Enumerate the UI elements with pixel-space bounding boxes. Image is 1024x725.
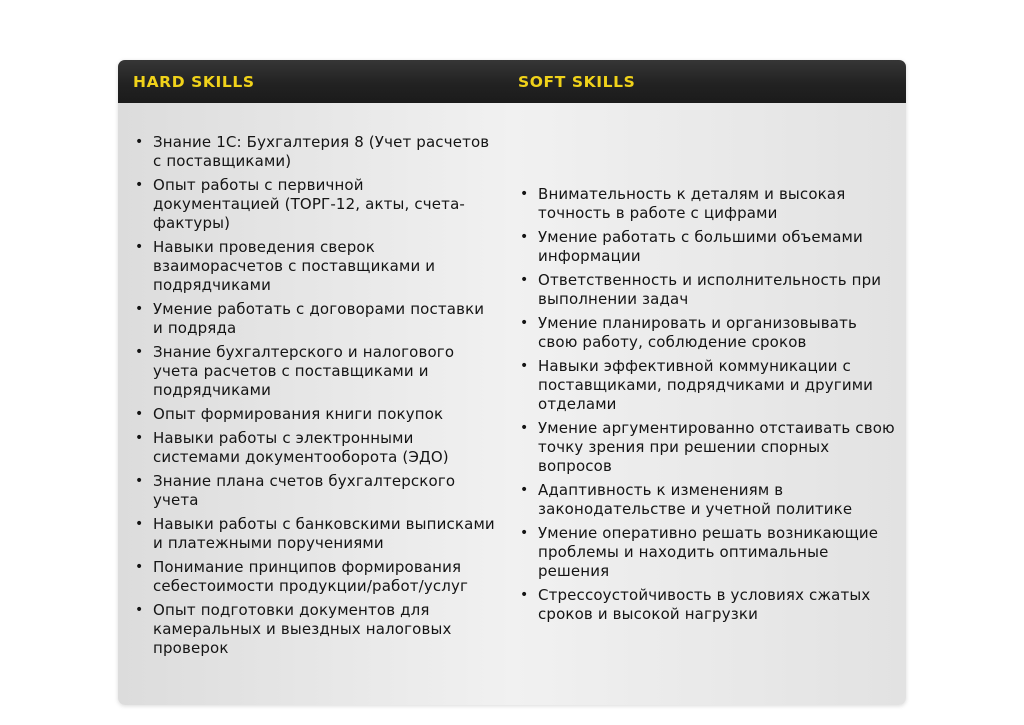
- hard-skill-item: [135, 472, 495, 510]
- skill-text: Ответственность и исполнительность при выполнении задач: [538, 271, 882, 308]
- hard-skill-item: [135, 429, 495, 467]
- soft-skill-item: [520, 481, 900, 519]
- skill-text: Понимание принципов формирования себестоимости продукции/работ/услуг: [153, 558, 469, 595]
- hard-skill-item: [135, 176, 495, 233]
- soft-skill-item: [520, 419, 900, 476]
- skill-text: Адаптивность к изменениям в законодательстве и учетной политике: [538, 481, 853, 518]
- skill-text: Навыки проведения сверок взаиморасчетов с поставщиками и подрядчиками: [153, 238, 436, 294]
- bullet-dot-icon: •: [135, 301, 144, 317]
- hard-skill-item: [135, 405, 495, 424]
- hard-skill-item: [135, 515, 495, 553]
- hard-skill-item: [135, 133, 495, 171]
- soft-skills-title: SOFT SKILLS: [518, 73, 636, 91]
- skill-text: Умение аргументированно отстаивать свою точку зрения при решении спорных вопросов: [538, 419, 895, 475]
- bullet-dot-icon: •: [135, 344, 144, 360]
- bullet-dot-icon: •: [520, 272, 529, 288]
- skill-text: Навыки эффективной коммуникации с поставщиками, подрядчиками и другими отделами: [538, 357, 874, 413]
- bullet-dot-icon: •: [520, 229, 529, 245]
- skills-table: [118, 60, 906, 705]
- bullet-dot-icon: •: [135, 516, 144, 532]
- soft-skills-list: [520, 185, 900, 629]
- bullet-dot-icon: •: [135, 134, 144, 150]
- bullet-dot-icon: •: [520, 420, 529, 436]
- bullet-dot-icon: •: [520, 315, 529, 331]
- bullet-dot-icon: •: [135, 559, 144, 575]
- bullet-dot-icon: •: [520, 358, 529, 374]
- table-header: [118, 60, 906, 103]
- soft-skill-item: [520, 271, 900, 309]
- hard-skills-list: [135, 133, 495, 663]
- bullet-dot-icon: •: [520, 186, 529, 202]
- skill-text: Умение работать с договорами поставки и подряда: [153, 300, 485, 337]
- skill-text: Умение планировать и организовывать свою работу, соблюдение сроков: [538, 314, 857, 351]
- skill-text: Знание бухгалтерского и налогового учета расчетов с поставщиками и подрядчиками: [153, 343, 455, 399]
- bullet-dot-icon: •: [135, 239, 144, 255]
- hard-skill-item: [135, 601, 495, 658]
- bullet-dot-icon: •: [520, 587, 529, 603]
- hard-skill-item: [135, 238, 495, 295]
- hard-skill-item: [135, 343, 495, 400]
- skill-text: Внимательность к деталям и высокая точность в работе с цифрами: [538, 185, 846, 222]
- soft-skill-item: [520, 228, 900, 266]
- soft-skill-item: [520, 314, 900, 352]
- skill-text: Опыт работы с первичной документацией (ТОРГ-12, акты, счета-фактуры): [153, 176, 465, 232]
- skill-text: Опыт подготовки документов для камеральных и выездных налоговых проверок: [153, 601, 452, 657]
- hard-skills-title: HARD SKILLS: [133, 73, 255, 91]
- bullet-dot-icon: •: [135, 430, 144, 446]
- bullet-dot-icon: •: [135, 177, 144, 193]
- hard-skill-item: [135, 300, 495, 338]
- bullet-dot-icon: •: [135, 602, 144, 618]
- bullet-dot-icon: •: [135, 406, 144, 422]
- soft-skill-item: [520, 357, 900, 414]
- soft-skill-item: [520, 185, 900, 223]
- skill-text: Опыт формирования книги покупок: [153, 405, 444, 423]
- hard-skill-item: [135, 558, 495, 596]
- skill-text: Умение работать с большими объемами информации: [538, 228, 863, 265]
- soft-skill-item: [520, 586, 900, 624]
- skill-text: Навыки работы с банковскими выписками и платежными поручениями: [153, 515, 495, 552]
- bullet-dot-icon: •: [520, 482, 529, 498]
- bullet-dot-icon: •: [135, 473, 144, 489]
- skill-text: Навыки работы с электронными системами документооборота (ЭДО): [153, 429, 449, 466]
- skill-text: Стрессоустойчивость в условиях сжатых сроков и высокой нагрузки: [538, 586, 871, 623]
- skill-text: Знание 1С: Бухгалтерия 8 (Учет расчетов с поставщиками): [153, 133, 490, 170]
- soft-skill-item: [520, 524, 900, 581]
- skill-text: Знание плана счетов бухгалтерского учета: [153, 472, 456, 509]
- bullet-dot-icon: •: [520, 525, 529, 541]
- skill-text: Умение оперативно решать возникающие проблемы и находить оптимальные решения: [538, 524, 879, 580]
